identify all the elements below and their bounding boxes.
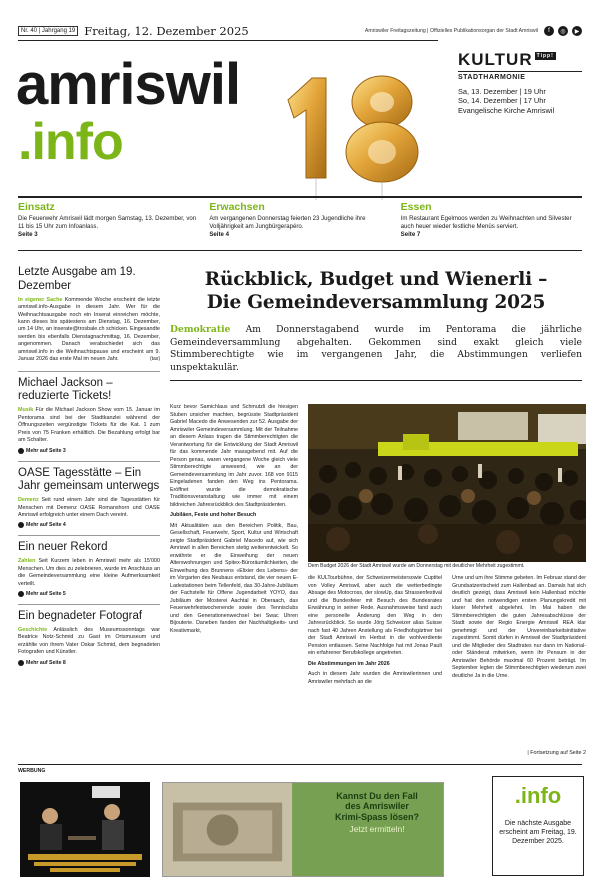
news-item[interactable]: [18, 541, 160, 597]
assembly-photo: [308, 404, 586, 562]
lead-paragraph: Demokratie Am Donnerstagabend wurde im Pentorama die jährliche Gemeindeversammlung abgehalten. Gekommen sind exakt gleich viele Stimmberechtigte wie im vergangenen Jahr, die Abstimmungen verliefen unspektakulär.: [170, 324, 582, 373]
more-link[interactable]: Mehr auf Seite 5: [18, 591, 160, 597]
kultur-subtitle: STADTHARMONIE: [458, 71, 582, 81]
divider: [18, 250, 582, 251]
ad-krimi-line3: Krimi-Spass lösen?: [334, 811, 420, 822]
kultur-line1: Sa, 13. Dezember | 19 Uhr: [458, 87, 546, 96]
arrow-circle-icon: [18, 522, 24, 528]
teaser-page: Seite 7: [400, 231, 421, 239]
social-links: [544, 26, 582, 36]
teaser-page: Seite 4: [209, 231, 229, 239]
ad-krimi-line1: Kannst Du den Fall: [336, 791, 418, 801]
teaser-row: [18, 196, 582, 240]
news-text: Seit Kurzem leben in Amriswil mehr als 15'000 Menschen. Um dies zu zelebrieren, wurde im Anschluss an die Gemeindeversammlung eine kleine Aufmerksamkeit verteilt.: [18, 558, 161, 587]
facebook-icon[interactable]: f: [544, 26, 554, 36]
youtube-icon[interactable]: ▶: [572, 26, 582, 36]
news-keyword: In eigener Sache: [18, 296, 63, 303]
teaser-einsatz[interactable]: [18, 201, 199, 240]
ad-info-logo: .info: [514, 783, 562, 808]
author-tag: (tas): [150, 356, 160, 363]
balloon-18-graphic: [270, 70, 430, 200]
news-title: Michael Jackson – reduzierte Tickets!: [18, 376, 113, 403]
kultur-line2: So, 14. Dezember | 17 Uhr: [458, 96, 546, 106]
issue-number: Nr. 40 | Jahrgang 19: [18, 26, 78, 36]
ad-label: WERBUNG: [18, 768, 46, 774]
arrow-circle-icon: [18, 591, 24, 597]
instagram-icon[interactable]: ◎: [558, 26, 568, 36]
divider: [18, 40, 438, 41]
news-text: Für die Michael Jackson Show vom 15. Januar im Pentorama sind bei der Stadtkanzlei während der Öffnungszeiten vergünstigte Tickets für die Kat. 1 zum Preis von 75 Franken erhältlich. Die Bezahlung erfolgt bar am Schalter.: [18, 407, 160, 444]
news-keyword: Zahlen: [18, 558, 36, 565]
arrow-circle-icon: [18, 448, 24, 454]
issue-date: Freitag, 12. Dezember 2025: [84, 24, 249, 38]
teaser-text: Im Restaurant Egelmoos werden zu Weihnachten und Silvester auch heuer wieder festliche Menüs serviert.: [400, 215, 572, 231]
ad-krimi-line2: des Amriswiler: [345, 801, 409, 812]
teaser-text: Die Feuerwehr Amriswil lädt morgen Samstag, 13. Dezember, von 11 bis 15 Uhr zum Infoanlass.: [18, 215, 197, 231]
teaser-title: Essen: [400, 201, 432, 213]
ad-next-issue-text: Die nächste Ausgabe erscheint am Freitag, 19. Dezember 2025.: [499, 820, 577, 846]
continued-link[interactable]: | Fortsetzung auf Seite 2: [527, 750, 586, 756]
news-keyword: Demenz: [18, 497, 39, 504]
tip-badge: Tipp!: [536, 53, 554, 59]
teaser-text: Am vergangenen Donnerstag feierten 23 Jugendliche ihre Volljährigkeit am Jungbürgerapéro.: [209, 215, 366, 231]
subheading: Jubiläen, Feste und hoher Besuch: [170, 512, 257, 519]
news-title: Letzte Ausgabe am 19. Dezember: [18, 266, 136, 292]
more-link[interactable]: Mehr auf Seite 3: [18, 448, 160, 454]
news-item[interactable]: [18, 377, 160, 454]
teaser-title: Einsatz: [18, 201, 55, 213]
news-title: OASE Tagesstätte – Ein Jahr gemeinsam unterwegs: [18, 466, 160, 493]
teaser-page: Seite 3: [18, 231, 38, 239]
news-item[interactable]: [18, 610, 160, 666]
lead-keyword: Demokratie: [170, 324, 231, 336]
logo-info: .info: [18, 113, 123, 171]
kultur-title: KULTUR: [458, 50, 533, 69]
main-article: [170, 268, 582, 381]
divider: [18, 764, 582, 765]
arrow-circle-icon: [18, 660, 24, 666]
more-link[interactable]: Mehr auf Seite 8: [18, 660, 160, 666]
news-title: Ein begnadeter Fotograf: [18, 610, 143, 623]
news-text: Seit rund einem Jahr sind die Tagesstätten für Menschen mit Demenz OASE Romanshorn und OASE Amriswil erfolgreich unter einem Dach vereint.: [18, 497, 160, 519]
headline[interactable]: Rückblick, Budget und Wienerli – Die Gemeindeversammlung 2025: [204, 269, 548, 314]
teaser-erwachsen[interactable]: [209, 201, 390, 240]
ad-krimi-cta[interactable]: Jetzt ermitteln!: [349, 824, 405, 835]
news-text: Anlässlich des Museumssonntags war Beatrice Notz-Schmid zu Gast im Ortsmuseum und erzählte von ihrem Vater Oskar Schmid, dem begnadeten Fotografen und Künstler.: [18, 626, 161, 656]
ad-krimi[interactable]: [162, 782, 444, 877]
ad-next-issue: [492, 776, 584, 876]
photo-caption: Dem Budget 2026 der Stadt Amriswil wurde am Donnerstag mit deutlicher Mehrheit zugestimmt.: [308, 563, 525, 569]
news-text: Kommende Woche erscheint die letzte amriswil.info-Ausgabe in diesem Jahr. Wer für die Weihnachtsausgabe noch ein Inserat einreichen möchte, kann dieses bis spätestens am Dienstag, 16. Dezember, um 14 Uhr, an inserate@trosbale.ch schicken. Eingesandte werden bis ebenfalls Dienstagnachmittag, 16. Dezember, angenommen. Danach verabschiedet sich das amriswil.info in die Weihnachtspause und erscheint am 9. Januar 2026 das erste Mal im neuen Jahr.: [18, 296, 160, 363]
article-column-2: die KULTourbühne, der Schweizermeistersowie Cuptitel von Volley Amriswil, aber auch die wetterbedingte Absage des Motocross, der slowUp, das Strassenfestival und die Bundesfeier mit Besuch des Bundesrates Erwähnung in seiner Rede. Ausnahmsweise fand auch eine personelle Änderung den Weg in den Jahresrückblick. So wurde Jörg Schweizer alias Suisse nach fast 40 Jahren Anstellung als Friedhofsgärtner bei der Stadt Amriswil im Herbst in die wohlverdiente Pension entlassen. Seine Nachfolge hat mit Jonas Pault ein erfahrener Berufskollege angetreten. Die Abstimmungen im Jahr 2026 Auch in diesem Jahr wurden die Amriswilerinnen und Amriswiler mehrfach an die: [308, 575, 442, 685]
news-item[interactable]: [18, 266, 160, 364]
article-column-3: Urne und um ihre Stimme gebeten. Im Februar stand der Grundsatzentscheid zum Hallenbad an. Damals hat sich deutlich gezeigt, dass Amriswil kein Hallenbad möchte und hat den notwendigen ersten Planungskredit mit klarer Mehrheit abgelehnt. Im Mai haben die Stimmberechtigten die guten Jahresabschlüsse der Stadt sowie der Regio Energie Amriswil REA klar genehmigt und der Unvereinbarkeitsinitiative zugestimmt. Somit dürfen in Amriswil der Stadtpräsident und die Mitglieder des Stadtrates nur dann im National- oder Ständerat mitwirken, wenn ihr Pensum in der Amriswiler Behörde maximal 60 Prozent beträgt. Im September legten die Stimmberechtigten wiederum zwei deutliche Ja in die Urne.: [452, 575, 586, 679]
news-keyword: Musik: [18, 407, 34, 414]
masthead-topline: [18, 24, 582, 38]
news-keyword: Geschichte: [18, 626, 48, 633]
news-item[interactable]: [18, 467, 160, 529]
news-title: Ein neuer Rekord: [18, 541, 108, 554]
kultur-tipp[interactable]: [458, 50, 582, 115]
tagline: Amriswiler Freitagszeitung | Offizielles Publikationsorgan der Stadt Amriswil: [364, 28, 538, 34]
left-column: [18, 266, 160, 673]
ad-theater-image[interactable]: [20, 782, 150, 877]
more-link[interactable]: Mehr auf Seite 4: [18, 522, 160, 528]
teaser-title: Erwachsen: [209, 201, 265, 213]
kultur-line3: Evangelische Kirche Amriswil: [458, 105, 555, 115]
article-column-1: Kurz bevor Samichlaus und Schmutzli die hiesigen Stuben unsicher machten, begrüsste Stadtpräsident Gabriel Macedo die Anwesenden zur 52. Ausgabe der Amriswiler Gemeindeversammlung. Mit der Teilnahme an diesem Anlass tragen die Stimmberechtigten die Verantwortung für die Entwicklung der Stadt Amriswil für das kommende Jahr massgebend mit. Auf die Person genau, waren vergangene Woche gleich viele Stimmberechtigte anwesend, wie an der Gemeindeversammlung im Jahr zuvor. 168 von 9115 Eingeladenen fanden den Weg ins Pentorama. Eröffnet wurde die demokratische Traditionsveranstaltung wie immer mit einem bildreichen Jahresrückblick des Stadtpräsidenten. Jubiläen, Feste und hoher Besuch Mit Aktualitäten aus den Bereichen Politik, Bau, Gesellschaft, Feuerwehr, Sport, Kultur und Wirtschaft zeigte Stadtpräsident Gabriel Macedo auf, wie sich Amriswil in allen Bereichen stetig weiterentwickelt. So erwähnte er die Einweihung der neuen Alterswohnungen und Spitex-Büroräumlichkeiten, die Einweihung des Brunnens «Elixier des Lebens» der im Vorgarten des Neubaus entstand, die vier neuen E-Ladestationen beim Tellenfeld, das 30-Jahre-Jubiläum der Fachstelle für Offene Jugendarbeit YOYO, das Jubiläum der Mosterei Aachtal in Oberaach, das Feuerwehrfestwochenende sowie des Tennisclubs und den Generationenwechsel bei Swac Uhren Bijouterie. Daneben fanden der Nachhaltigkeits- und Kreativmarkt,: [170, 404, 298, 634]
teaser-essen[interactable]: [401, 201, 582, 240]
logo-amriswil: amriswil: [16, 52, 241, 117]
subheading: Die Abstimmungen im Jahr 2026: [308, 660, 390, 667]
